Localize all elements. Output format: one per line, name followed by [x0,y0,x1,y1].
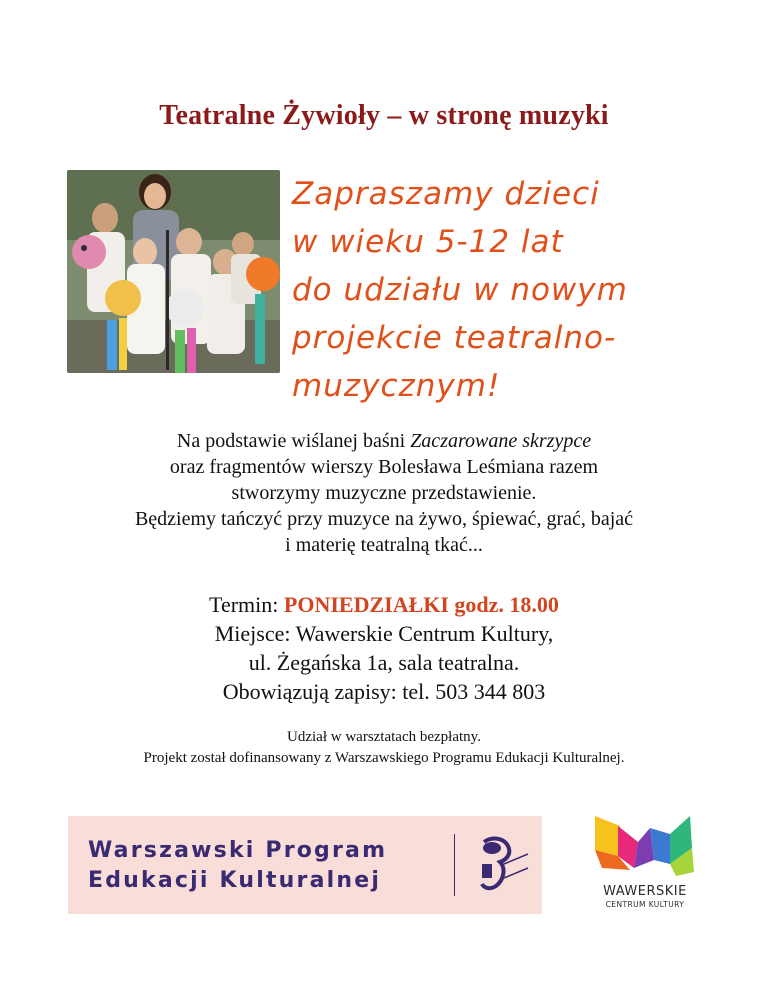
wpek-banner-line1: Warszawski Program [88,838,388,863]
description-line: stworzymy muzyczne przedstawienie. [231,482,537,504]
funding-note: Projekt został dofinansowany z Warszawskiego Programu Edukacji Kulturalnej. [143,750,625,766]
invite-line: w wieku 5-12 lat [292,224,564,260]
wpek-banner-line2: Edukacji Kulturalnej [88,868,382,893]
description-line: oraz fragmentów wierszy Bolesława Leśmiana razem [169,456,599,478]
invite-line: do udziału w nowym [292,272,628,308]
term-value: PONIEDZIAŁKI godz. 18.00 [283,592,559,617]
wpek-banner [68,816,542,914]
invitation-text [292,170,742,410]
description-line: Będziemy tańczyć przy muzyce na żywo, śpiewać, grać, bajać [134,508,634,530]
warsaw-mermaid-logo-icon [470,834,530,901]
term-line [0,590,768,619]
footer-notes [0,727,768,769]
banner-divider [454,834,455,896]
invite-line: projekcie teatralno- [292,320,617,356]
wpek-banner-text [88,836,387,896]
address-line: ul. Żegańska 1a, sala teatralna. [248,650,520,675]
registration-line: Obowiązują zapisy: tel. 503 344 803 [222,679,546,704]
project-description [0,428,768,558]
description-line: i materię teatralną tkać... [285,534,483,556]
term-label: Termin: [209,592,284,617]
invite-line: muzycznym! [292,368,501,404]
invite-line: Zapraszamy dzieci [292,176,600,212]
wawerskie-centrum-kultury-name [575,884,715,909]
free-participation-note: Udział w warsztatach bezpłatny. [287,729,481,745]
place-line: Miejsce: Wawerskie Centrum Kultury, [214,621,554,646]
fairy-tale-title: Zaczarowane skrzypce [410,430,592,452]
children-performance-photo [67,170,280,373]
description-line [0,428,768,454]
poster-title: Teatralne Żywioły – w stronę muzyki [159,100,609,131]
wck-subname: CENTRUM KULTURY [605,900,685,909]
schedule-info [0,590,768,706]
wawerskie-centrum-kultury-logo-icon [590,812,700,887]
description-line1-prefix: Na podstawie wiślanej baśni [176,430,411,452]
wck-name: WAWERSKIE [603,884,687,899]
